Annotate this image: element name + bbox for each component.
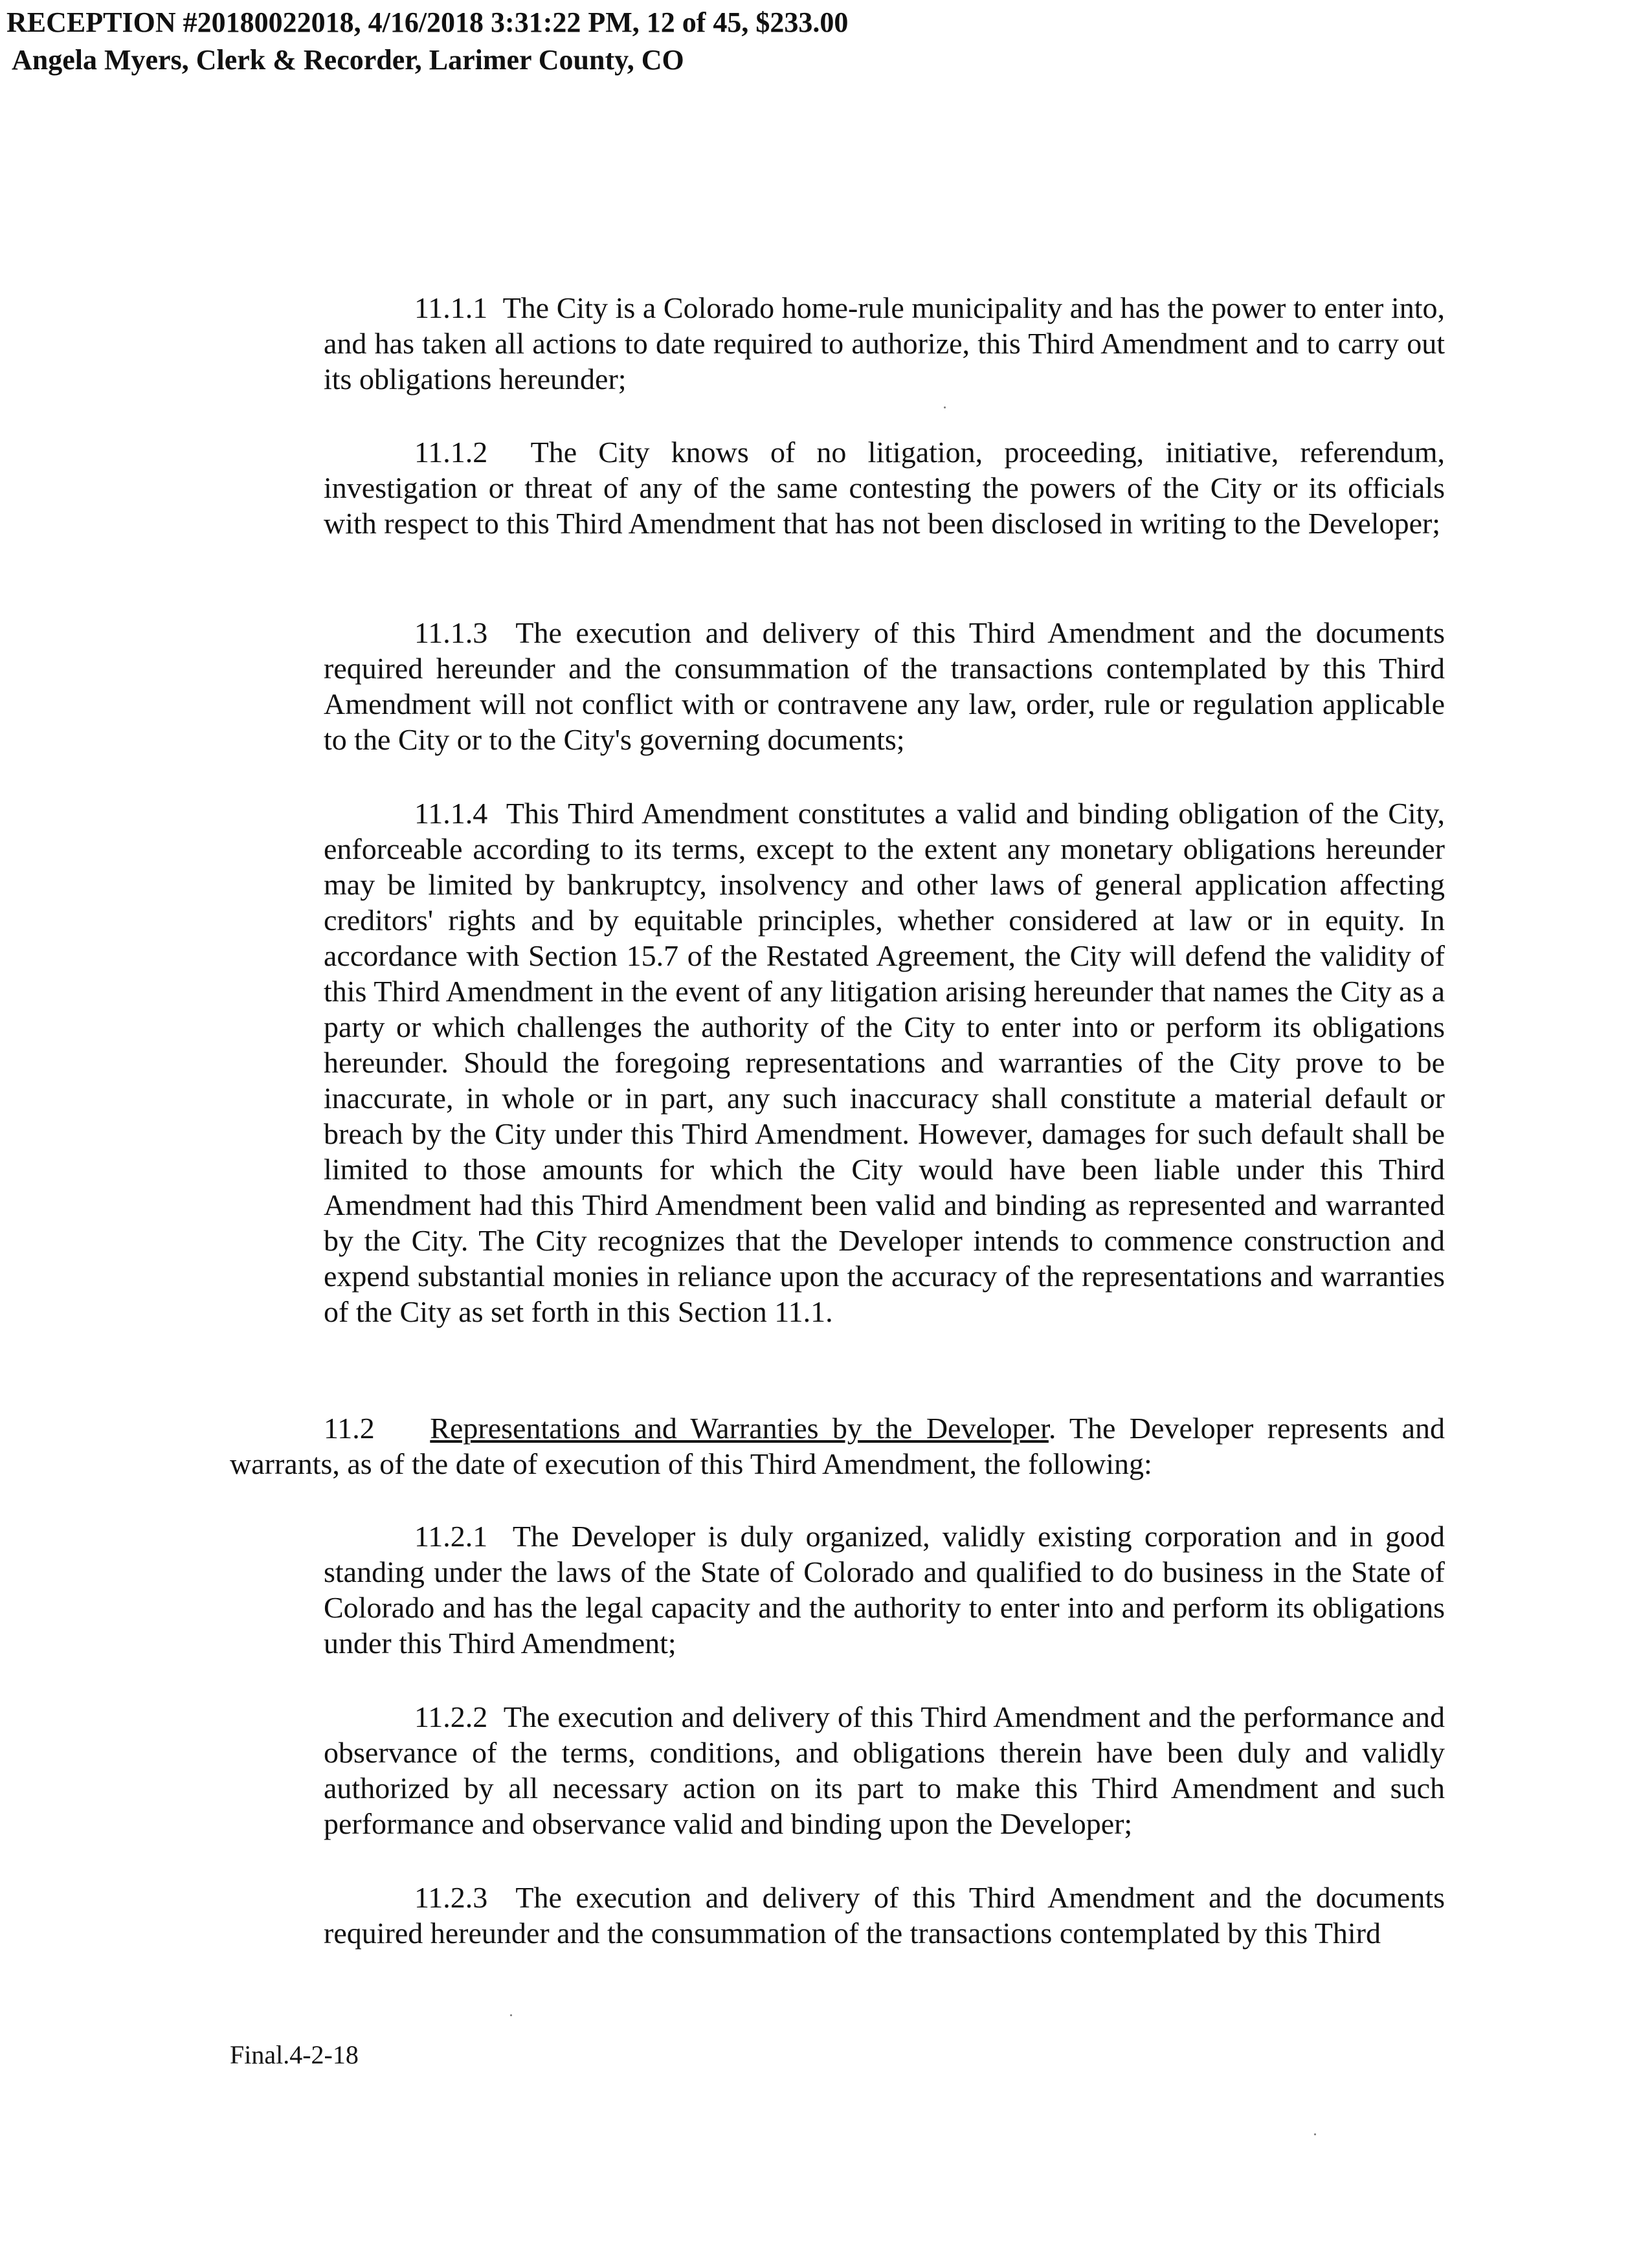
section-number: 11.1.4 — [414, 797, 488, 830]
section-text: The City knows of no litigation, proceeding, initiative, referendum, investigation or threat of any of the same contesting the powers of the City or its officials with respect to this Third Amendment that has not been disclosed in writing to the Developer; — [324, 436, 1445, 540]
section-11-2-3 — [324, 1880, 1445, 1951]
section-text: This Third Amendment constitutes a valid and binding obligation of the City, enforceable according to its terms, except to the extent any monetary obligations hereunder may be limited by bankruptcy, insolvency and other laws of general application affecting creditors' rights and by equitable principles, whether considered at law or in equity. In accordance with Section 15.7 of the Restated Agreement, the City will defend the validity of this Third Amendment in the event of any litigation arising hereunder that names the City as a party or which challenges the authority of the City to enter into or perform its obligations hereunder. Should the foregoing representations and warranties of the City prove to be inaccurate, in whole or in part, any such inaccuracy shall constitute a material default or breach by the City under this Third Amendment. However, damages for such default shall be limited to those amounts for which the City would have been liable under this Third Amendment had this Third Amendment been valid and binding as represented and warranted by the City. The City recognizes that the Developer intends to commence construction and expend substantial monies in reliance upon the accuracy of the representations and warranties of the City as set forth in this Section 11.1. — [324, 797, 1445, 1328]
section-11-2-1 — [324, 1518, 1445, 1661]
section-heading: Representations and Warranties by the Developer — [430, 1412, 1049, 1445]
section-text: The execution and delivery of this Third Amendment and the documents required hereunder and the consummation of the transactions contemplated by this Third Amendment will not conflict with or contravene any law, order, rule or regulation applicable to the City or to the City's governing documents; — [324, 616, 1446, 756]
section-11-1-2 — [324, 434, 1445, 541]
section-number: 11.1.3 — [414, 616, 488, 649]
section-number: 11.1.1 — [414, 291, 488, 324]
section-text: The City is a Colorado home-rule municipality and has the power to enter into, and has taken all actions to date required to authorize, this Third Amendment and to carry out its obligations hereunder; — [324, 291, 1446, 395]
section-11-1-4 — [324, 795, 1445, 1329]
recording-stamp — [6, 4, 848, 79]
section-text: The execution and delivery of this Third Amendment and the documents required hereunder and the consummation of the transactions contemplated by this Third — [324, 1881, 1446, 1950]
section-number: 11.2.3 — [414, 1881, 488, 1914]
section-text: The execution and delivery of this Third Amendment and the performance and observance of the terms, conditions, and obligations therein have been duly and validly authorized by all necessary action on its part to make this Third Amendment and such performance and observance valid and binding upon the Developer; — [324, 1700, 1445, 1840]
section-number: 11.1.2 — [414, 436, 488, 469]
section-text: . The Developer represents and warrants, as of the date of execution of this Third Amendment, the following: — [230, 1412, 1446, 1480]
scan-speck — [944, 406, 946, 408]
section-11-1-1 — [324, 290, 1445, 397]
section-11-2-2 — [324, 1699, 1445, 1841]
section-number: 11.2.2 — [414, 1700, 488, 1733]
footer-version: Final.4-2-18 — [230, 2040, 359, 2069]
section-text: The Developer is duly organized, validly existing corporation and in good standing under the laws of the State of Colorado and qualified to do business in the State of Colorado and has the legal capacity and the authority to enter into and perform its obligations under this Third Amendment; — [324, 1520, 1446, 1660]
section-11-2 — [230, 1410, 1445, 1482]
reception-line: RECEPTION #20180022018, 4/16/2018 3:31:22 PM, 12 of 45, $233.00 — [6, 6, 849, 38]
scan-speck — [510, 2014, 512, 2016]
section-11-1-3 — [324, 615, 1445, 757]
scan-speck — [1314, 2133, 1316, 2135]
section-number: 11.2.1 — [414, 1520, 488, 1553]
recorder-line: Angela Myers, Clerk & Recorder, Larimer County, CO — [12, 44, 684, 76]
section-number: 11.2 — [324, 1412, 375, 1445]
